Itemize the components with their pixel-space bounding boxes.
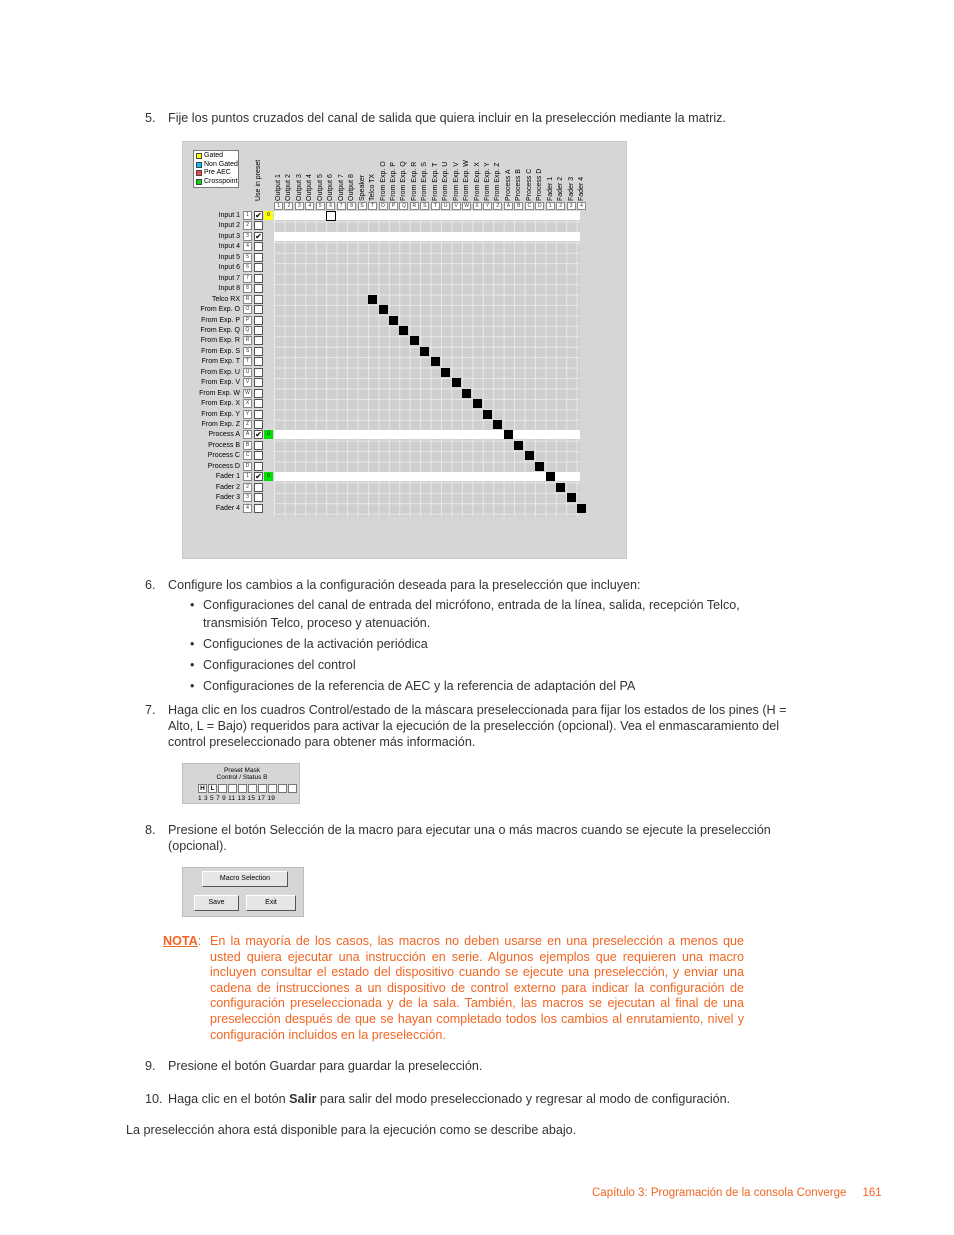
row-code: 5 [243, 253, 252, 262]
step-text [168, 1091, 788, 1107]
row-label: From Exp. T [201, 358, 240, 366]
row-label: Input 3 [218, 232, 240, 240]
column-header: Output 6 [327, 174, 335, 201]
step-text-pre: Haga clic en el botón [168, 1092, 290, 1106]
row-code: Y [243, 410, 252, 419]
preset-mask-cell[interactable]: H [198, 784, 207, 793]
row-label: From Exp. S [201, 347, 240, 355]
column-code: 3 [567, 202, 576, 210]
row-label: Input 1 [218, 212, 240, 219]
column-header: Use in preset [255, 159, 262, 201]
use-in-preset-checkbox[interactable] [254, 305, 263, 314]
use-in-preset-checkbox[interactable] [254, 493, 263, 502]
legend-item [196, 152, 236, 161]
row-label: Input 8 [218, 285, 240, 293]
use-in-preset-checkbox[interactable] [254, 316, 263, 325]
legend-swatch [196, 153, 202, 159]
legend-label: Pre AEC [204, 169, 231, 177]
use-in-preset-checkbox[interactable] [254, 284, 263, 293]
selected-row-highlight [274, 472, 580, 481]
row-code: 2 [243, 221, 252, 230]
preset-mask-cell[interactable] [218, 784, 227, 793]
footer-chapter: Capítulo 3: Programación de la consola Converge [592, 1187, 847, 1199]
legend-label: Non Gated [204, 160, 238, 168]
crosspoint-on[interactable] [368, 295, 377, 304]
use-in-preset-checkbox[interactable] [254, 347, 263, 356]
row-code: C [243, 451, 252, 460]
use-in-preset-checkbox[interactable] [254, 326, 263, 335]
step-number: 8. [145, 823, 156, 837]
legend-swatch [196, 170, 202, 176]
column-code: W [462, 202, 471, 210]
step-text-post: para salir del modo preseleccionado y regresar al modo de configuración. [316, 1092, 731, 1106]
column-code: 4 [577, 202, 586, 210]
column-header: Fader 2 [557, 176, 565, 201]
row-label: From Exp. Y [201, 410, 240, 418]
use-in-preset-checkbox[interactable] [254, 399, 263, 408]
row-label: Telco RX [211, 295, 240, 303]
column-code: O [379, 202, 388, 210]
preset-mask-panel [182, 763, 300, 804]
crosspoint-on[interactable] [420, 347, 429, 356]
row-code: T [243, 357, 252, 366]
use-in-preset-checkbox[interactable] [254, 295, 263, 304]
page-footer [592, 1185, 882, 1201]
preset-mask-cell[interactable]: L [208, 784, 217, 793]
column-code: Q [399, 202, 408, 210]
use-in-preset-checkbox[interactable]: ✔ [255, 211, 262, 220]
use-in-preset-checkbox[interactable] [254, 504, 263, 513]
crosspoint-on[interactable] [379, 305, 388, 314]
column-header: Process B [515, 169, 523, 201]
column-header: From Exp. R [410, 161, 418, 201]
crosspoint-on[interactable] [389, 316, 398, 325]
crosspoint-on[interactable] [483, 410, 492, 419]
column-header: From Exp. T [431, 162, 439, 201]
row-label: From Exp. U [200, 368, 240, 376]
column-code: S [420, 202, 429, 210]
legend-label: Gated [204, 152, 224, 160]
row-code: R [243, 336, 252, 345]
row-label: Fader 3 [215, 494, 240, 502]
column-header: Fader 1 [546, 176, 554, 201]
row-label: From Exp. R [200, 337, 240, 345]
crosspoint-on[interactable] [535, 462, 544, 471]
use-in-preset-checkbox[interactable] [254, 242, 263, 251]
row-label: Fader 1 [215, 473, 240, 481]
column-header: From Exp. U [442, 161, 450, 201]
column-code: B [514, 202, 523, 210]
legend-item [196, 169, 236, 178]
row-code: S [243, 347, 252, 356]
column-header: From Exp. Y [484, 162, 491, 201]
exit-button[interactable]: Exit [246, 895, 296, 911]
row-label: From Exp. O [200, 306, 240, 314]
selected-row-highlight [274, 430, 580, 439]
column-header: Process D [536, 168, 544, 201]
column-code: 8 [347, 202, 356, 210]
row-code: A [243, 430, 252, 439]
row-code: W [243, 389, 252, 398]
bullet-item: • Configuraciones de la referencia de AEC y la referencia de adaptación del PA [188, 677, 798, 695]
row-code: O [243, 305, 252, 314]
row-code: 8 [243, 284, 252, 293]
bullet-item: • Configuraciones del canal de entrada del micrófono, entrada de la línea, salida, recepción Telco, transmisión Telco, proceso y atenuación. [188, 596, 798, 632]
column-code: V [452, 202, 461, 210]
use-in-preset-checkbox[interactable] [254, 221, 263, 230]
column-code: X [473, 202, 482, 210]
row-label: Fader 4 [215, 504, 240, 512]
crosspoint-selected-empty[interactable] [326, 211, 336, 221]
row-code: 1 [243, 211, 252, 220]
column-header: Fader 3 [567, 176, 575, 201]
column-code: R [410, 202, 419, 210]
column-code: 4 [305, 202, 314, 210]
macro-selection-button[interactable]: Macro Selection [202, 871, 288, 887]
row-code: X [243, 399, 252, 408]
row-code: 1 [243, 472, 252, 481]
preset-mask-numbers: 1 3 5 7 9 11 13 15 17 19 [198, 795, 276, 802]
step-text: Configure los cambios a la configuración deseada para la preselección que incluyen: [168, 578, 641, 592]
step-text: Haga clic en los cuadros Control/estado de la máscara preseleccionada para fijar los estados de los pines (H = Alto, L = Bajo) requeridos para activar la ejecución de la preselección (opcional). Vea el enmascaramiento del control preseleccionado para obtener más información. [168, 703, 787, 749]
preset-mask-cell[interactable] [268, 784, 277, 793]
column-code: 2 [556, 202, 565, 210]
crosspoint-on[interactable] [452, 378, 461, 387]
note-block [163, 934, 745, 1042]
column-header: Output 8 [348, 174, 356, 201]
row-label: Input 7 [218, 274, 240, 282]
use-in-preset-checkbox[interactable]: ✔ [255, 472, 262, 482]
preset-mask-title-line2: Control / Status B [216, 774, 268, 781]
crosspoint-on[interactable] [525, 451, 534, 460]
column-header: From Exp. X [473, 162, 481, 201]
row-code: 3 [243, 232, 252, 241]
column-header: Output 1 [275, 174, 282, 201]
preset-mask-cell[interactable] [258, 784, 267, 793]
row-code: 6 [243, 263, 252, 272]
crosspoint-on[interactable] [410, 336, 419, 345]
gating-state-indicator: 0 [264, 430, 273, 439]
save-button[interactable]: Save [194, 895, 239, 911]
row-label: From Exp. X [201, 400, 240, 408]
use-in-preset-checkbox[interactable]: ✔ [255, 231, 262, 241]
crosspoint-on[interactable] [441, 368, 450, 377]
preset-mask-cell[interactable] [228, 784, 237, 793]
crosspoint-on[interactable] [556, 483, 565, 492]
step-text: Fije los puntos cruzados del canal de salida que quiera incluir en la preselección mediante la matriz. [168, 111, 726, 125]
row-label: Process B [208, 441, 240, 449]
column-header: Fader 4 [578, 176, 586, 201]
gating-state-indicator: 0 [264, 211, 273, 220]
step-number: 9. [145, 1059, 156, 1073]
legend-swatch [196, 179, 202, 185]
row-code: 4 [243, 242, 252, 251]
column-code: Z [493, 202, 502, 210]
step-text: Presione el botón Selección de la macro para ejecutar una o más macros cuando se ejecute la preselección (opcional). [168, 823, 771, 853]
row-code: 3 [243, 493, 252, 502]
row-code: V [243, 378, 252, 387]
column-code: 5 [316, 202, 325, 210]
matrix-screenshot [182, 141, 627, 559]
closing-paragraph: La preselección ahora está disponible para la ejecución como se describe abajo. [126, 1123, 577, 1137]
row-code: D [243, 462, 252, 471]
column-header: From Exp. V [452, 162, 460, 201]
row-code: Q [243, 326, 252, 335]
column-code: A [504, 202, 513, 210]
row-code: Z [243, 420, 252, 429]
column-code: P [389, 202, 398, 210]
column-code: U [441, 202, 450, 210]
row-label: Input 4 [218, 243, 240, 251]
step-number: 10. [145, 1092, 163, 1106]
column-header: From Exp. Q [400, 161, 408, 201]
use-in-preset-checkbox[interactable] [254, 483, 263, 492]
row-label: Input 5 [218, 253, 240, 261]
column-header: From Exp. Z [494, 162, 502, 201]
page-number: 161 [862, 1187, 882, 1199]
row-code: B [243, 441, 252, 450]
legend-swatch [196, 162, 202, 168]
column-header: Output 3 [295, 174, 303, 201]
column-code: T [431, 202, 440, 210]
crosspoint-on[interactable] [473, 399, 482, 408]
row-label: Input 6 [218, 264, 240, 272]
row-label: From Exp. P [201, 316, 240, 324]
step-number: 5. [145, 111, 156, 125]
column-code: T [368, 202, 377, 210]
column-header: From Exp. S [421, 162, 429, 201]
step-text: Presione el botón Guardar para guardar la preselección. [168, 1059, 483, 1073]
row-code: 7 [243, 274, 252, 283]
row-code: 4 [243, 504, 252, 513]
column-code: 2 [284, 202, 293, 210]
crosspoint-on[interactable] [504, 430, 513, 439]
crosspoint-on[interactable] [546, 472, 555, 481]
use-in-preset-checkbox[interactable] [254, 274, 263, 283]
use-in-preset-checkbox[interactable] [254, 441, 263, 450]
gating-state-indicator: 0 [264, 472, 273, 481]
column-code: 3 [295, 202, 304, 210]
preset-mask-title-line1: Preset Mask [223, 767, 261, 774]
column-header: Output 2 [285, 174, 293, 201]
use-in-preset-checkbox[interactable] [254, 410, 263, 419]
row-label: Process D [207, 462, 240, 470]
row-code: U [243, 368, 252, 377]
selected-row-highlight [274, 211, 580, 220]
use-in-preset-checkbox[interactable] [254, 378, 263, 387]
column-code: 1 [546, 202, 555, 210]
note-colon: : [197, 934, 202, 948]
legend-label: Crosspoint [204, 177, 238, 185]
column-header: Output 7 [337, 174, 345, 201]
row-code: 2 [243, 483, 252, 492]
row-label: Fader 2 [215, 483, 240, 491]
row-label: Process C [207, 452, 240, 460]
use-in-preset-checkbox[interactable] [254, 336, 263, 345]
crosspoint-on[interactable] [399, 326, 408, 335]
preset-mask-title [183, 767, 301, 781]
crosspoint-on[interactable] [567, 493, 576, 502]
step-number: 7. [145, 703, 156, 717]
use-in-preset-checkbox[interactable] [254, 253, 263, 262]
use-in-preset-checkbox[interactable] [254, 389, 263, 398]
selected-row-highlight [274, 232, 580, 241]
row-code: P [243, 316, 252, 325]
use-in-preset-checkbox[interactable] [254, 368, 263, 377]
column-header: Process C [525, 168, 533, 201]
crosspoint-on[interactable] [462, 389, 471, 398]
use-in-preset-checkbox[interactable] [254, 462, 263, 471]
preset-mask-cell[interactable] [288, 784, 297, 793]
preset-mask-cell[interactable] [248, 784, 257, 793]
bullet-item: • Configuciones de la activación periódica [188, 635, 798, 653]
crosspoint-on[interactable] [431, 357, 440, 366]
use-in-preset-checkbox[interactable] [254, 451, 263, 460]
column-header: Speaker [358, 174, 366, 201]
row-label: From Exp. W [199, 389, 240, 397]
row-label: Process A [208, 431, 240, 439]
crosspoint-grid[interactable] [274, 211, 580, 517]
row-code: R [243, 295, 252, 304]
use-in-preset-checkbox[interactable] [254, 420, 263, 429]
macro-panel [182, 867, 304, 917]
use-in-preset-checkbox[interactable] [254, 263, 263, 272]
matrix-legend [193, 150, 239, 188]
legend-item [196, 178, 236, 187]
column-header: Output 5 [316, 174, 324, 201]
bullet-item: • Configuraciones del control [188, 656, 798, 674]
crosspoint-on[interactable] [514, 441, 523, 450]
note-text: En la mayoría de los casos, las macros no deben usarse en una preselección a menos que usted quiera ejecutar una instrucción en serie. Algunos ejemplos que requieren una macro incluyen consultar el estado del dispositivo cuando se ejecute una preselección, y enviar una cadena de instrucciones a un dispositivo de control externo para indicar la configuración de configuración preseleccionada y de la sala. También, las macros se ejecutan al final de una preselección después de que se hayan completado todos los cambios al enrutamiento, nivel y configuración incluidos en la preselección. [210, 934, 744, 1042]
preset-mask-cell[interactable] [278, 784, 287, 793]
column-header: Telco TX [369, 173, 377, 201]
row-label: From Exp. V [201, 379, 240, 387]
column-code: Y [483, 202, 492, 210]
column-code: 1 [274, 202, 283, 210]
crosspoint-on[interactable] [493, 420, 502, 429]
preset-mask-cell[interactable] [238, 784, 247, 793]
column-code: 6 [326, 202, 335, 210]
use-in-preset-checkbox[interactable]: ✔ [255, 430, 262, 440]
column-code: S [358, 202, 367, 210]
column-code: C [525, 202, 534, 210]
step-6-bullet-list [188, 596, 798, 698]
row-label: Input 2 [218, 222, 240, 230]
column-header: Output 4 [306, 174, 314, 201]
legend-item [196, 161, 236, 170]
column-code: D [535, 202, 544, 210]
note-label: NOTA [163, 934, 198, 948]
column-header: Process A [504, 169, 512, 201]
step-text-bold: Salir [289, 1092, 317, 1106]
column-code: 7 [337, 202, 346, 210]
column-header: From Exp. W [463, 160, 471, 201]
row-label: From Exp. Z [201, 421, 240, 428]
crosspoint-on[interactable] [577, 504, 586, 513]
preset-mask-cells [198, 784, 298, 793]
column-header: From Exp. P [389, 162, 397, 201]
row-label: From Exp. Q [200, 326, 240, 334]
column-header: From Exp. O [379, 161, 387, 201]
step-number: 6. [145, 578, 156, 592]
use-in-preset-checkbox[interactable] [254, 357, 263, 366]
